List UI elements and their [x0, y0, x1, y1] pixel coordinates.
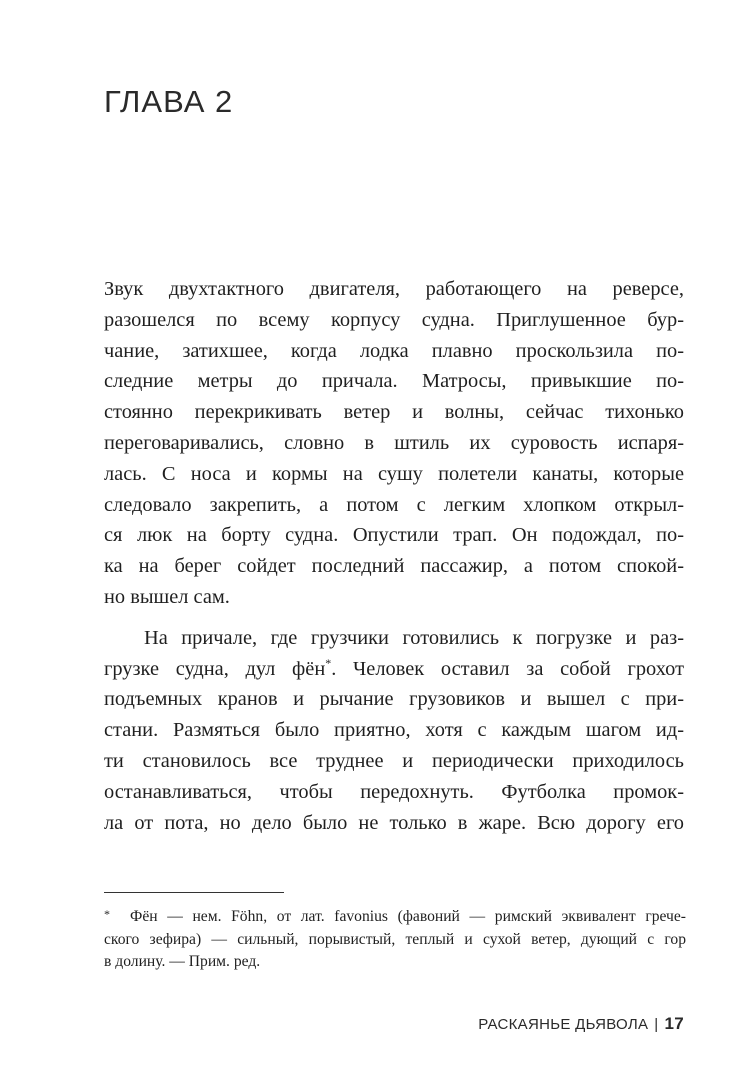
text-line: но вышел сам.: [104, 585, 230, 608]
text-line: ся люк на борту судна. Опустили трап. Он подождал, по-: [104, 524, 684, 547]
text-line: разошелся по всему корпусу судна. Приглушенное бур-: [104, 308, 684, 331]
text-line: На причале, где грузчики готовились к погрузке и раз-: [144, 626, 684, 649]
page-number: 17: [664, 1014, 684, 1033]
paragraph-1: [104, 274, 684, 613]
running-footer: [478, 1014, 684, 1034]
text-line: чание, затихшее, когда лодка плавно проскользила по-: [104, 339, 684, 362]
text-line: следовало закрепить, а потом с легким хлопком открыл-: [104, 493, 684, 516]
running-title: РАСКАЯНЬЕ ДЬЯВОЛА: [478, 1016, 649, 1033]
text-fragment: грузке судна, дул фён: [104, 657, 326, 680]
text-line: ла от пота, но дело было не только в жаре. Всю дорогу его: [104, 811, 684, 834]
text-line: останавливаться, чтобы передохнуть. Футболка промок-: [104, 780, 684, 803]
text-line: Звук двухтактного двигателя, работающего на реверсе,: [104, 278, 684, 300]
footnote-marker: *: [104, 907, 110, 921]
footnote-text: Фён — нем. Föhn, от лат. favonius (фавоний — римский эквивалент грече-: [130, 908, 686, 925]
chapter-title: ГЛАВА 2: [104, 84, 234, 119]
footnote-line: в долину. — Прим. ред.: [104, 953, 261, 970]
paragraph-2: [104, 623, 684, 839]
text-line: подъемных кранов и рычание грузовиков и вышел с при-: [104, 688, 684, 711]
text-line: лась. С носа и кормы на сушу полетели канаты, которые: [104, 462, 684, 485]
text-line: следние метры до причала. Матросы, привыкшие по-: [104, 370, 684, 393]
footnote-line: ского зефира) — сильный, порывистый, теплый и сухой ветер, дующий с гор: [104, 930, 686, 948]
text-fragment: . Человек оставил за собой грохот: [331, 657, 684, 680]
text-line: переговаривались, словно в штиль их суровость испаря-: [104, 431, 684, 454]
footnote-divider: [104, 892, 284, 893]
footnote-reference[interactable]: *: [325, 655, 332, 670]
footnote: [104, 906, 686, 974]
text-line: стоянно перекрикивать ветер и волны, сейчас тихонько: [104, 401, 684, 424]
text-line: стани. Размяться было приятно, хотя с каждым шагом ид-: [104, 719, 684, 742]
footer-separator: |: [654, 1016, 659, 1033]
footnote-line: [104, 906, 686, 929]
body-text: [104, 274, 684, 838]
text-line: ти становилось все труднее и периодически приходилось: [104, 749, 684, 772]
text-line-with-footnote: [104, 654, 684, 685]
text-line: ка на берег сойдет последний пассажир, а потом спокой-: [104, 555, 684, 578]
